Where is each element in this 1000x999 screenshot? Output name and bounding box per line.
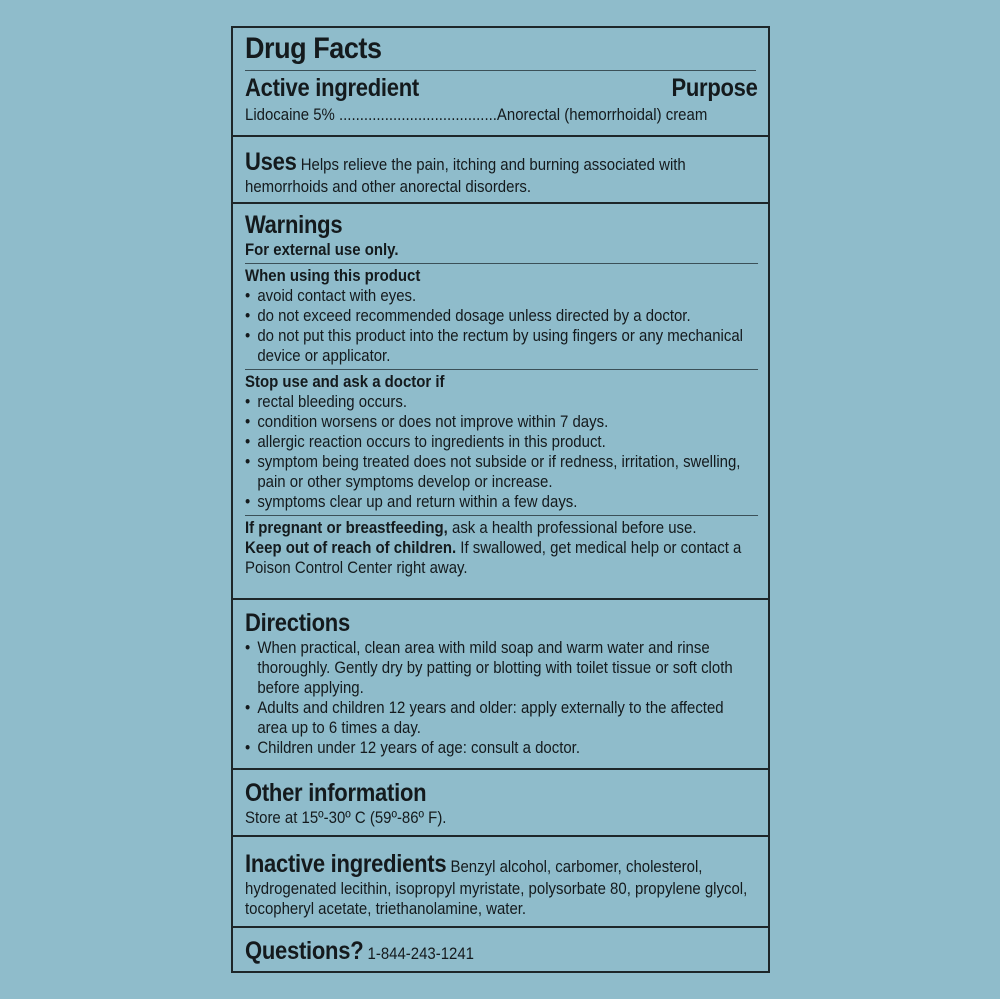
uses-heading: Uses (245, 148, 297, 176)
inactive-ingredients-section (233, 837, 768, 928)
active-ingredient-row (245, 105, 758, 125)
directions-list (245, 638, 758, 758)
active-ingredient-heading: Active ingredient (245, 74, 420, 102)
phone-number: 1-844-243-1241 (367, 944, 475, 963)
children-warning (245, 538, 758, 578)
inactive-ingredients-text: Benzyl alcohol, carbomer, cholesterol, hydrogenated lecithin, isopropyl myristate, polysorbate 80, propylene glycol, tocopheryl acetate, triethanolamine, water. (245, 857, 748, 918)
directions-heading: Directions (245, 609, 350, 637)
pregnancy-text: ask a health professional before use. (451, 518, 697, 537)
list-item: • symptom being treated does not subside or if redness, irritation, swelling, pain or other symptoms develop or increase. (245, 452, 758, 492)
list-item: • condition worsens or does not improve within 7 days. (245, 412, 758, 432)
warnings-heading: Warnings (245, 211, 343, 239)
questions-section (233, 928, 768, 971)
inactive-ingredients-heading: Inactive ingredients (245, 850, 447, 878)
storage-text: Store at 15º-30º C (59º-86º F). (245, 808, 447, 827)
drug-facts-title: Drug Facts (245, 32, 382, 65)
other-information-heading: Other information (245, 779, 427, 807)
list-item: • avoid contact with eyes. (245, 286, 758, 306)
ingredient-name: Lidocaine 5% (245, 105, 335, 124)
list-item: • Children under 12 years of age: consult a doctor. (245, 738, 758, 758)
active-ingredient-section (233, 28, 768, 137)
list-item: • When practical, clean area with mild soap and warm water and rinse thoroughly. Gently dry by patting or blotting with toilet tissue or soft cloth before applying. (245, 638, 758, 698)
leader-dots: ...................................... (334, 105, 497, 124)
other-information-section (233, 770, 768, 837)
stop-use-list (245, 392, 758, 512)
purpose-heading: Purpose (671, 74, 758, 102)
when-using-heading: When using this product (245, 266, 421, 285)
list-item: • symptoms clear up and return within a few days. (245, 492, 758, 512)
when-using-list (245, 286, 758, 366)
directions-section (233, 600, 768, 770)
children-text: If swallowed, get medical help or contact a Poison Control Center right away. (245, 538, 742, 577)
ingredient-purpose: Anorectal (hemorrhoidal) cream (496, 105, 708, 124)
uses-text: Helps relieve the pain, itching and burning associated with hemorrhoids and other anorectal disorders. (245, 155, 686, 196)
external-use-text: For external use only. (245, 240, 399, 259)
drug-facts-panel (231, 26, 770, 973)
pregnancy-warning (245, 518, 758, 538)
pregnancy-label: If pregnant or breastfeeding, (245, 518, 448, 537)
warnings-section (233, 204, 768, 600)
list-item: • allergic reaction occurs to ingredients in this product. (245, 432, 758, 452)
children-label: Keep out of reach of children. (245, 538, 457, 557)
list-item: • rectal bleeding occurs. (245, 392, 758, 412)
list-item: • do not exceed recommended dosage unless directed by a doctor. (245, 306, 758, 326)
stop-use-heading: Stop use and ask a doctor if (245, 372, 445, 391)
list-item: • Adults and children 12 years and older: apply externally to the affected area up to 6 times a day. (245, 698, 758, 738)
list-item: • do not put this product into the rectum by using fingers or any mechanical device or applicator. (245, 326, 758, 366)
questions-heading: Questions? (245, 937, 364, 965)
uses-section (233, 137, 768, 204)
